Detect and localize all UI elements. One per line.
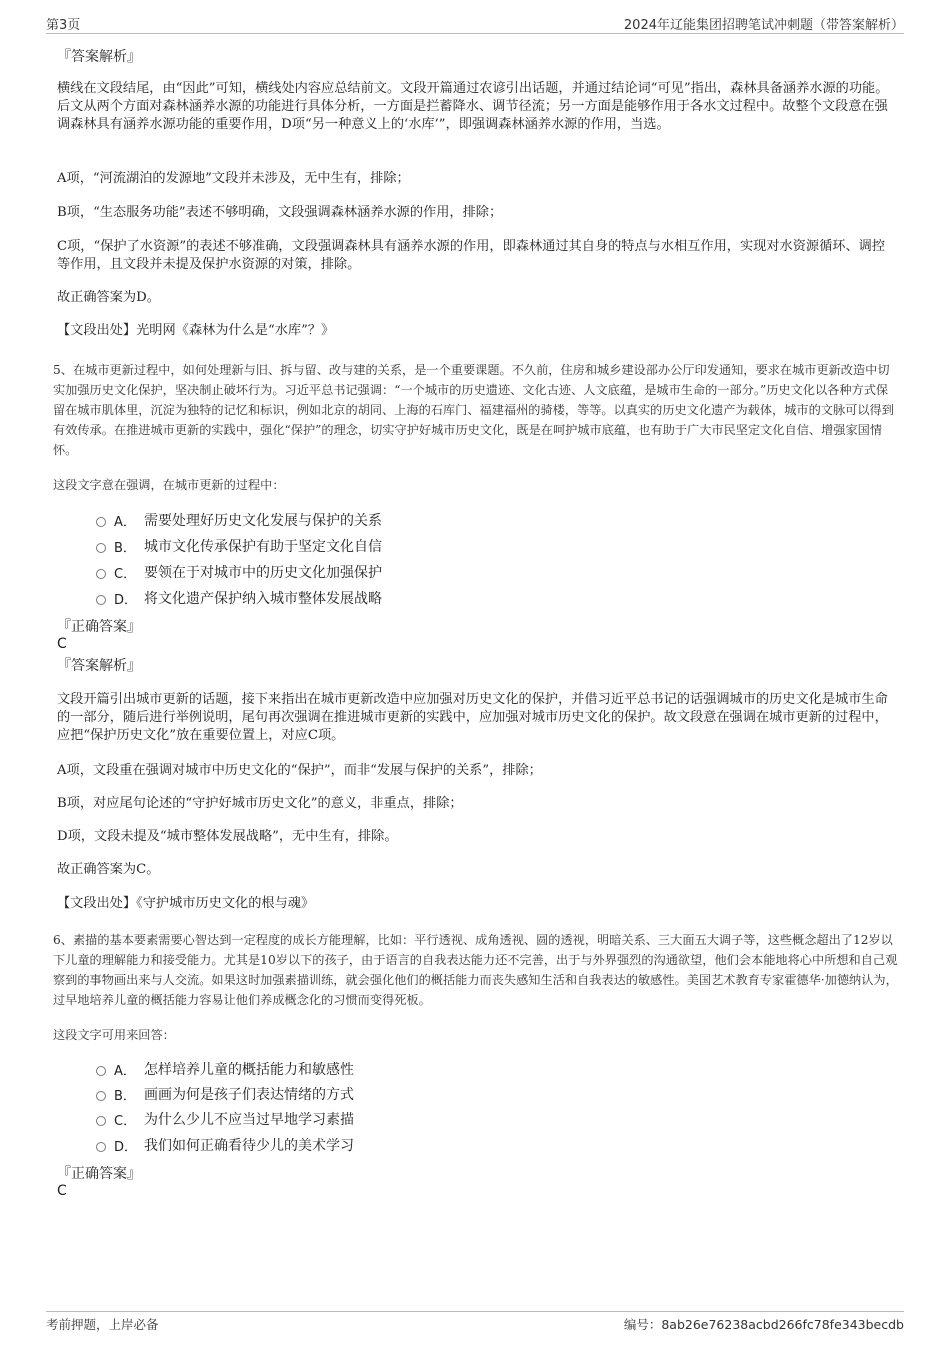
option-letter: D．: [114, 592, 138, 608]
option-b[interactable]: [96, 1084, 354, 1104]
source-citation: 【文段出处】光明网《森林为什么是“水库”？》: [57, 323, 335, 338]
option-letter: C．: [114, 1113, 137, 1129]
option-letter: B．: [114, 1088, 136, 1104]
option-text: 我们如何正确看待少儿的美术学习: [144, 1138, 354, 1154]
source-citation: 【文段出处】《守护城市历史文化的根与魂》: [57, 896, 315, 911]
option-text: 画画为何是孩子们表达情绪的方式: [144, 1087, 354, 1103]
option-c[interactable]: [96, 1109, 354, 1129]
option-b[interactable]: [96, 536, 382, 556]
option-letter: A．: [114, 1063, 136, 1079]
page-header: [46, 14, 904, 34]
radio-icon[interactable]: [96, 569, 106, 579]
footer-slogan: 考前押题，上岸必备: [46, 1317, 159, 1332]
option-letter: C．: [114, 566, 137, 582]
conclusion: 故正确答案为C。: [57, 862, 160, 877]
analysis-text: 文段开篇引出城市更新的话题，接下来指出在城市更新改造中应加强对历史文化的保护，并借习近平总书记的话强调城市的历史文化是城市生命的一部分，随后进行举例说明，尾句再次强调在推进城市更新的实践中，应加强对城市历史文化的保护。故文段意在强调在城市更新的过程中，应把“保护历史文化”放在重要位置上，对应C项。: [57, 692, 888, 743]
option-text: 要领在于对城市中的历史文化加强保护: [144, 565, 382, 581]
page-footer: [46, 1311, 904, 1333]
option-b-analysis: B项，“生态服务功能”表述不够明确，文段强调森林涵养水源的作用，排除；: [57, 205, 503, 220]
analysis-label: 『答案解析』: [57, 658, 141, 674]
document-id: 编号：8ab26e76238acbd266fc78fe343becdb: [623, 1317, 904, 1332]
option-letter: A．: [114, 514, 136, 530]
question-stem: 这段文字可用来回答：: [53, 1028, 175, 1042]
option-d[interactable]: [96, 588, 382, 608]
question-stem: 这段文字意在强调，在城市更新的过程中：: [53, 478, 285, 492]
page-number: 第3页: [46, 18, 81, 33]
option-c[interactable]: [96, 562, 382, 582]
conclusion: 故正确答案为D。: [57, 290, 160, 305]
option-a-analysis: A项，文段重在强调对城市中历史文化的“保护”，而非“发展与保护的关系”，排除；: [57, 763, 542, 778]
radio-icon[interactable]: [96, 1142, 106, 1152]
radio-icon[interactable]: [96, 1066, 106, 1076]
document-title: 2024年辽能集团招聘笔试冲刺题（带答案解析）: [623, 18, 904, 33]
option-letter: D．: [114, 1139, 138, 1155]
correct-answer: C: [57, 636, 67, 652]
radio-icon[interactable]: [96, 517, 106, 527]
option-d[interactable]: [96, 1135, 354, 1155]
option-letter: B．: [114, 540, 136, 556]
answer-label: 『正确答案』: [57, 619, 141, 635]
option-a[interactable]: [96, 1059, 354, 1079]
option-d-analysis: D项，文段未提及“城市整体发展战略”，无中生有，排除。: [57, 829, 398, 844]
radio-icon[interactable]: [96, 1116, 106, 1126]
option-text: 将文化遗产保护纳入城市整体发展战略: [144, 591, 382, 607]
option-a[interactable]: [96, 510, 382, 530]
option-c-analysis: C项，“保护了水资源”的表述不够准确，文段强调森林具有涵养水源的作用，即森林通过其自身的特点与水相互作用，实现对水资源循环、调控等作用，且文段并未提及保护水资源的对策，排除。: [57, 239, 886, 272]
question-text: 6、素描的基本要素需要心智达到一定程度的成长方能理解，比如：平行透视、成角透视、圆的透视，明暗关系、三大面五大调子等，这些概念超出了12岁以下儿童的理解能力和接受能力。尤其是10岁以下的孩子，由于语言的自我表达能力还不完善，出于与外界强烈的沟通欲望，他们会本能地将心中所想和自己观察到的事物画出来与人交流。如果这时加强素描训练，就会强化他们的概括能力而丧失感知生活和自我表达的敏感性。美国艺术教育专家霍德华·加德纳认为，过早地培养儿童的概括能力容易让他们养成概念化的习惯而变得死板。: [53, 933, 898, 1007]
option-b-analysis: B项，对应尾句论述的“守护好城市历史文化”的意义，非重点，排除；: [57, 796, 463, 811]
correct-answer: C: [57, 1183, 67, 1199]
radio-icon[interactable]: [96, 543, 106, 553]
option-text: 需要处理好历史文化发展与保护的关系: [144, 513, 382, 529]
radio-icon[interactable]: [96, 1091, 106, 1101]
analysis-text: 横线在文段结尾，由“因此”可知，横线处内容应总结前文。文段开篇通过农谚引出话题，并通过结论词“可见”指出，森林具备涵养水源的功能。后文从两个方面对森林涵养水源的功能进行具体分析，一方面是拦蓄降水、调节径流；另一方面是能够作用于各水文过程中。故整个文段意在强调森林具有涵养水源功能的重要作用，D项“另一种意义上的‘水库’”，即强调森林涵养水源的作用，当选。: [57, 81, 889, 132]
option-text: 为什么少儿不应当过早地学习素描: [144, 1112, 354, 1128]
option-text: 怎样培养儿童的概括能力和敏感性: [144, 1062, 354, 1078]
question-text: 5、在城市更新过程中，如何处理新与旧、拆与留、改与建的关系，是一个重要课题。不久前，住房和城乡建设部办公厅印发通知，要求在城市更新改造中切实加强历史文化保护，坚决制止破坏行为。习近平总书记强调：“一个城市的历史遗迹、文化古迹、人文底蕴，是城市生命的一部分。”历史文化以各种方式保留在城市肌体里，沉淀为独特的记忆和标识，例如北京的胡同、上海的石库门、福建福州的骑楼，等等。以真实的历史文化遗产为载体，城市的文脉可以得到有效传承。在推进城市更新的实践中，强化“保护”的理念，切实守护好城市历史文化，既是在呵护城市底蕴，也有助于广大市民坚定文化自信、增强家国情怀。: [53, 363, 894, 457]
option-text: 城市文化传承保护有助于坚定文化自信: [144, 539, 382, 555]
answer-label: 『正确答案』: [57, 1166, 141, 1182]
option-a-analysis: A项，“河流湖泊的发源地”文段并未涉及，无中生有，排除；: [57, 171, 410, 186]
radio-icon[interactable]: [96, 595, 106, 605]
analysis-label: 『答案解析』: [57, 49, 141, 65]
